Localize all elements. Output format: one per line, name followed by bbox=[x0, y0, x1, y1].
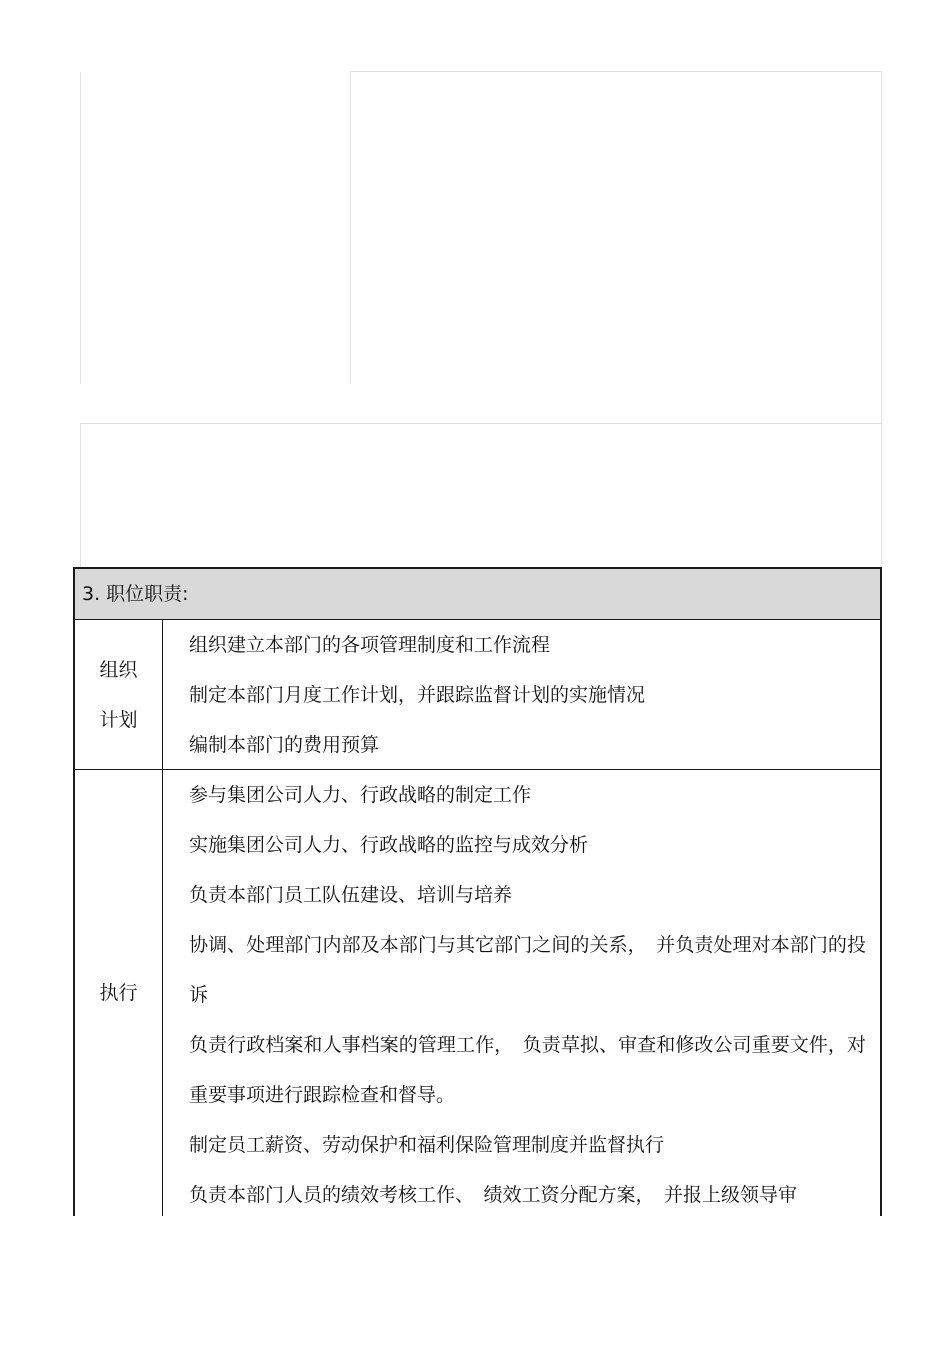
duty-item: 协调、处理部门内部及本部门与其它部门之间的关系， 并负责处理对本部门的投诉 bbox=[189, 934, 866, 1006]
upper-table-left-border bbox=[80, 72, 81, 384]
section-header bbox=[75, 569, 880, 620]
duty-item: 负责本部门员工队伍建设、培训与培养 bbox=[189, 884, 513, 906]
category-cell bbox=[75, 770, 163, 1216]
duty-item: 制定员工薪资、劳动保护和福利保险管理制度并监督执行 bbox=[189, 1134, 665, 1156]
upper-table-row-divider bbox=[80, 423, 882, 424]
section-title: 3. 职位职责: bbox=[82, 583, 189, 605]
upper-table-right-border bbox=[881, 72, 882, 567]
duty-item: 参与集团公司人力、行政战略的制定工作 bbox=[189, 784, 532, 806]
duty-item: 实施集团公司人力、行政战略的监控与成效分析 bbox=[189, 834, 589, 856]
duty-list bbox=[163, 620, 880, 769]
category-cell bbox=[75, 620, 163, 769]
upper-table-mid-divider bbox=[350, 72, 351, 384]
duty-section-plan bbox=[75, 620, 880, 770]
duty-item: 制定本部门月度工作计划，并跟踪监督计划的实施情况 bbox=[189, 684, 646, 706]
duty-list bbox=[163, 770, 880, 1216]
upper-table-left-border-lower bbox=[80, 424, 81, 567]
duty-item: 负责行政档案和人事档案的管理工作， 负责草拟、审查和修改公司重要文件，对重要事项进行跟踪检查和督导。 bbox=[189, 1034, 866, 1106]
duty-item: 组织建立本部门的各项管理制度和工作流程 bbox=[189, 634, 551, 656]
duty-item: 编制本部门的费用预算 bbox=[189, 734, 380, 756]
duty-item: 负责本部门人员的绩效考核工作、 绩效工资分配方案， 并报上级领导审 bbox=[189, 1184, 798, 1206]
duty-section-execution bbox=[75, 770, 880, 1216]
category-label: 组织计划 bbox=[99, 658, 138, 731]
duties-table bbox=[73, 567, 882, 1216]
category-label: 执行 bbox=[99, 982, 138, 1004]
upper-table-top-border bbox=[350, 71, 882, 72]
